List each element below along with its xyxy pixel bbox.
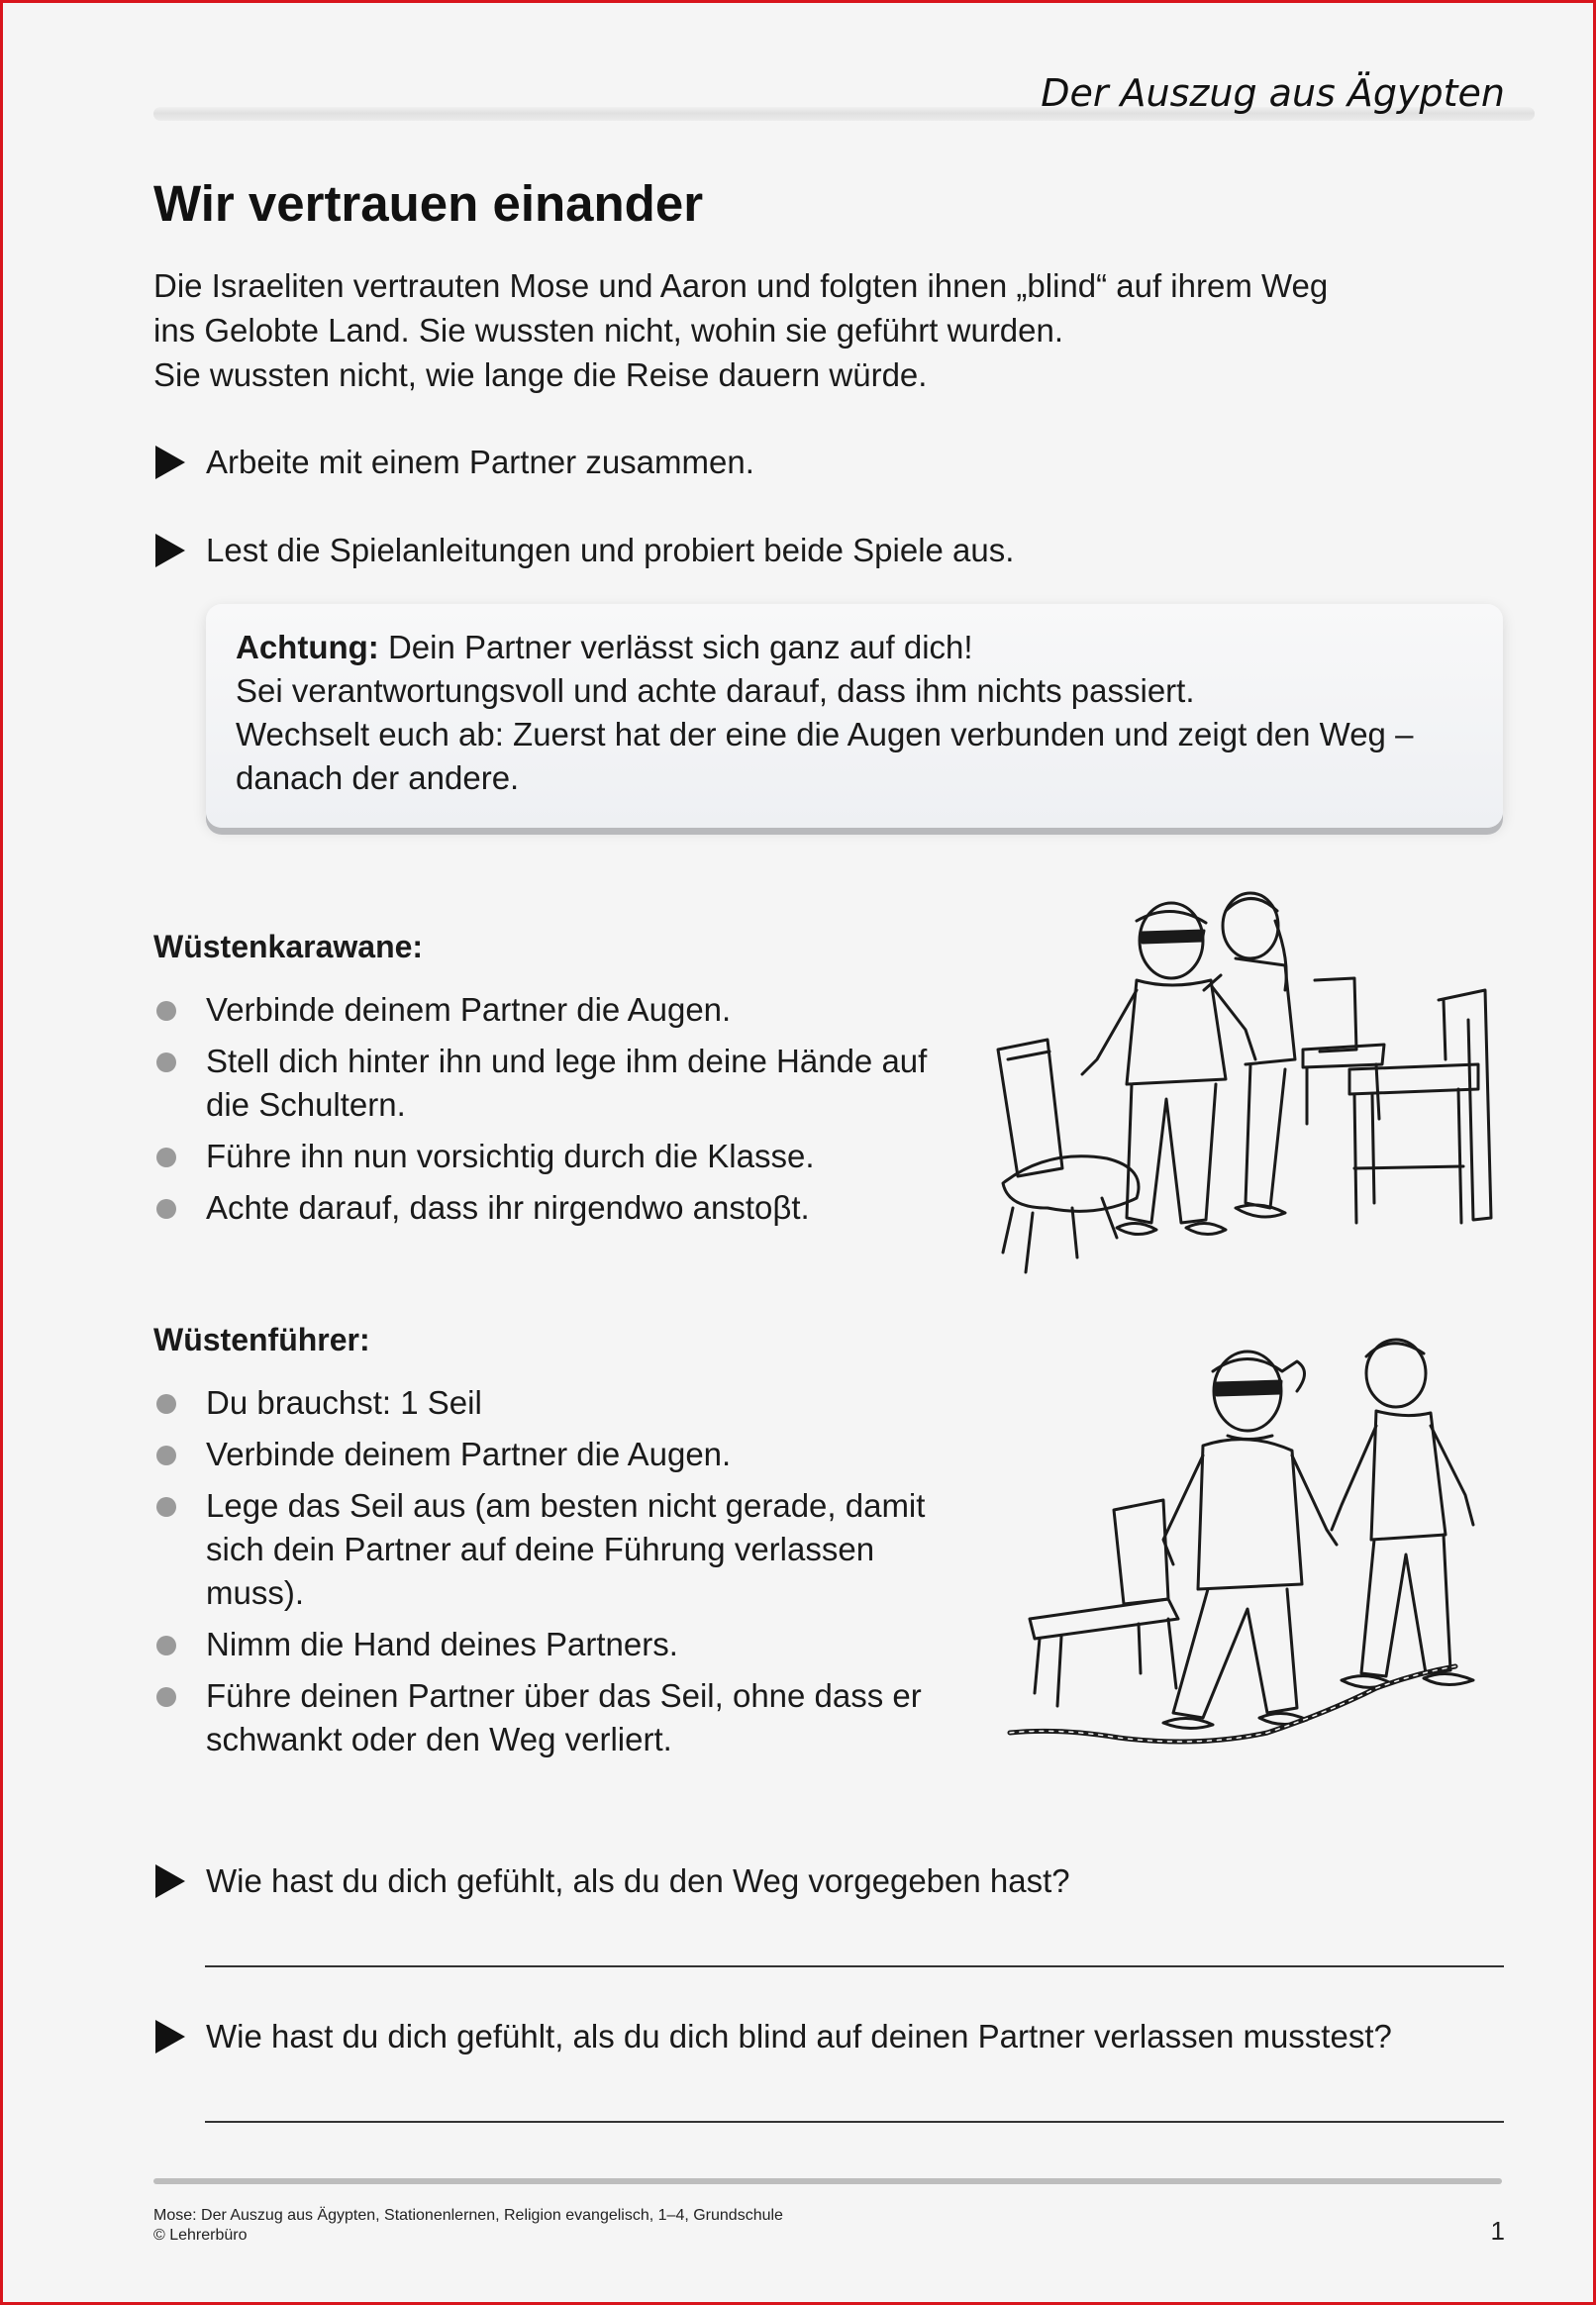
list-item: Lege das Seil aus (am besten nicht gerade, damit sich dein Partner auf deine Führung verlassen muss).	[153, 1484, 975, 1615]
footer-rule	[153, 2178, 1502, 2184]
list-item: Du brauchst: 1 Seil	[153, 1381, 975, 1425]
task-text: Lest die Spielanleitungen und probiert beide Spiele aus.	[206, 532, 1015, 568]
page-number: 1	[1490, 2216, 1505, 2246]
game1-list	[153, 988, 975, 1238]
children-chairs-illustration	[988, 881, 1513, 1287]
notice-box	[206, 604, 1503, 828]
question-text: Wie hast du dich gefühlt, als du dich blind auf deinen Partner verlassen musstest?	[206, 2018, 1392, 2054]
intro-paragraph	[153, 263, 1441, 397]
triangle-bullet-icon	[155, 1864, 185, 1898]
game2-heading: Wüstenführer:	[153, 1322, 370, 1357]
notice-line-1	[236, 626, 1473, 669]
header-title: Der Auszug aus Ägypten	[1041, 71, 1505, 115]
footer-source: Mose: Der Auszug aus Ägypten, Stationenlernen, Religion evangelisch, 1–4, Grundschule	[153, 2207, 783, 2224]
list-item: Achte darauf, dass ihr nirgendwo anstoβt.	[153, 1186, 975, 1230]
list-item: Führe deinen Partner über das Seil, ohne dass er schwankt oder den Weg verliert.	[153, 1674, 975, 1761]
footer-copyright: © Lehrerbüro	[153, 2227, 248, 2244]
bullet-dot-icon	[156, 1199, 176, 1219]
game1-heading: Wüstenkarawane:	[153, 929, 424, 964]
intro-line: Sie wussten nicht, wie lange die Reise dauern würde.	[153, 356, 928, 393]
list-item: Nimm die Hand deines Partners.	[153, 1623, 975, 1666]
bullet-dot-icon	[156, 1394, 176, 1414]
bullet-dot-icon	[156, 1636, 176, 1655]
answer-line-1[interactable]	[205, 1965, 1504, 1967]
list-item: Verbinde deinem Partner die Augen.	[153, 988, 975, 1032]
bullet-dot-icon	[156, 1001, 176, 1021]
list-item: Stell dich hinter ihn und lege ihm deine Hände auf die Schultern.	[153, 1040, 975, 1127]
bullet-dot-icon	[156, 1446, 176, 1465]
notice-line-2: Sei verantwortungsvoll und achte darauf, dass ihm nichts passiert.	[236, 672, 1195, 709]
list-item: Verbinde deinem Partner die Augen.	[153, 1433, 975, 1476]
intro-line: ins Gelobte Land. Sie wussten nicht, wohin sie geführt wurden.	[153, 312, 1064, 349]
bullet-dot-icon	[156, 1148, 176, 1167]
bullet-dot-icon	[156, 1497, 176, 1517]
game2-list	[153, 1381, 975, 1769]
answer-line-2[interactable]	[205, 2121, 1504, 2123]
notice-line-3: Wechselt euch ab: Zuerst hat der eine die Augen verbunden und zeigt den Weg –	[236, 716, 1414, 752]
task-text: Arbeite mit einem Partner zusammen.	[206, 444, 754, 480]
notice-text: Dein Partner verlässt sich ganz auf dich!	[378, 629, 973, 665]
list-item: Führe ihn nun vorsichtig durch die Klasse.	[153, 1135, 975, 1178]
footer-text	[153, 2206, 783, 2246]
question-text: Wie hast du dich gefühlt, als du den Weg vorgegeben hast?	[206, 1862, 1070, 1899]
page-title: Wir vertrauen einander	[153, 175, 704, 232]
triangle-bullet-icon	[155, 2020, 185, 2054]
bullet-dot-icon	[156, 1052, 176, 1072]
notice-label: Achtung:	[236, 629, 379, 665]
bullet-dot-icon	[156, 1687, 176, 1707]
triangle-bullet-icon	[155, 534, 185, 567]
rope-walk-illustration	[1000, 1332, 1515, 1757]
triangle-bullet-icon	[155, 446, 185, 479]
intro-line: Die Israeliten vertrauten Mose und Aaron und folgten ihnen „blind“ auf ihrem Weg	[153, 267, 1329, 304]
notice-line-4: danach der andere.	[236, 759, 520, 796]
